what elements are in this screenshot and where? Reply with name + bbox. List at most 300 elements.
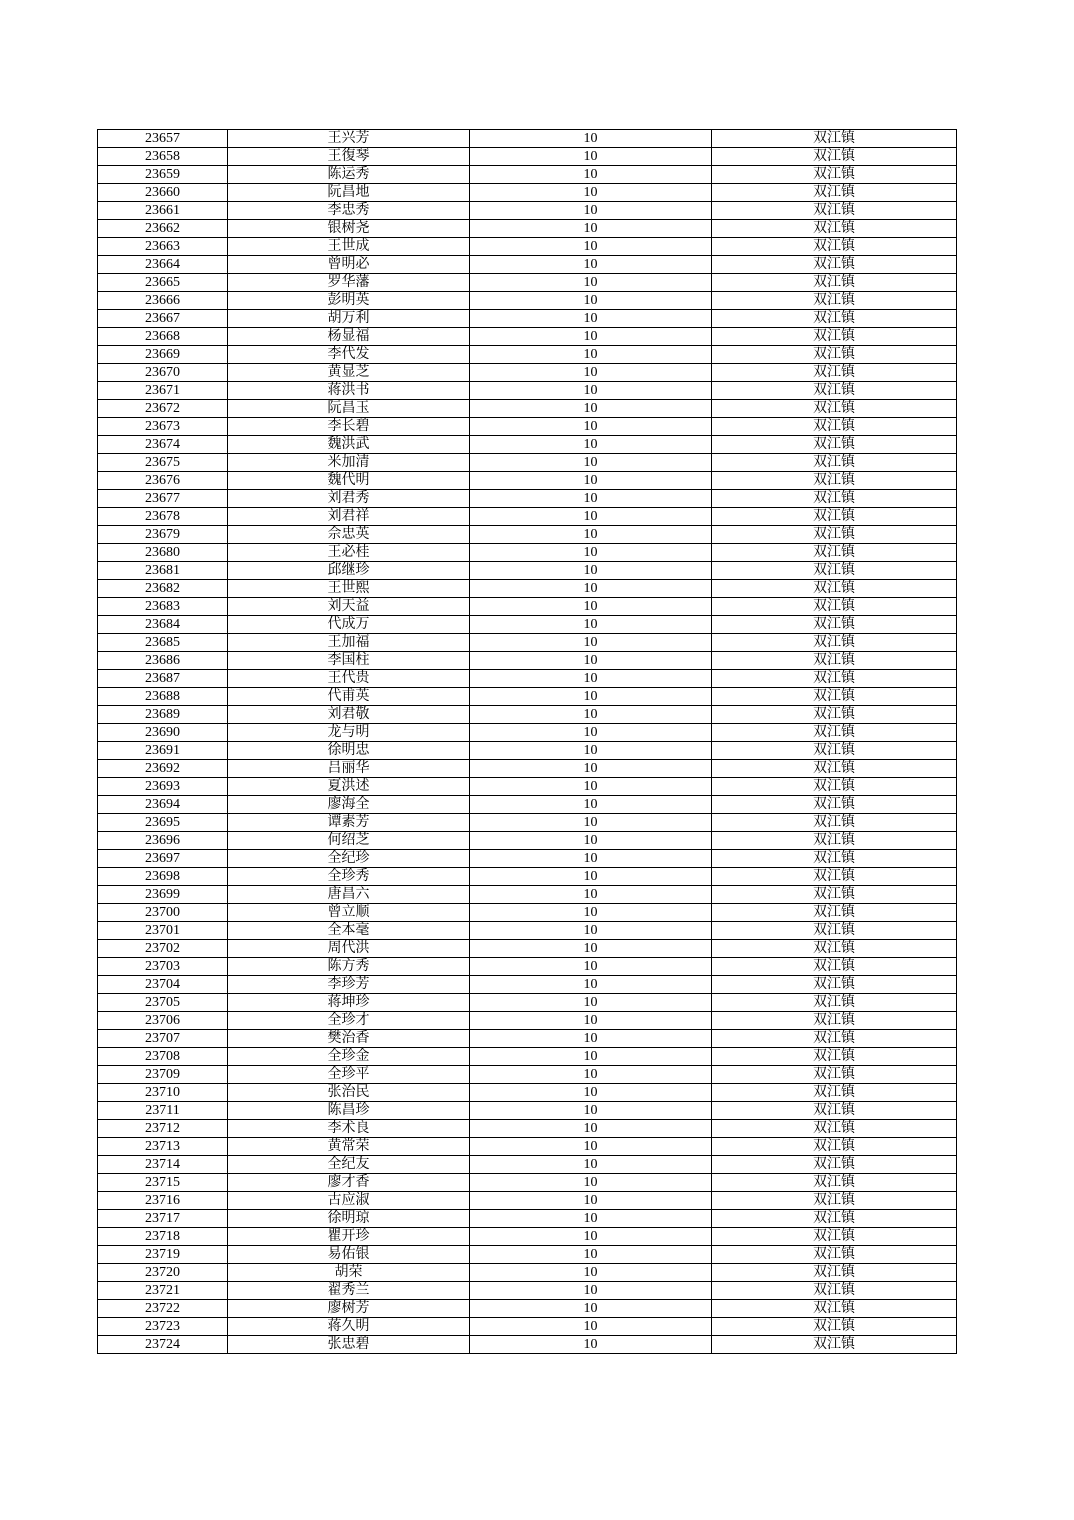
- amount-cell: 10: [470, 1138, 712, 1156]
- town-cell: 双江镇: [712, 436, 957, 454]
- name-cell: 廖树芳: [228, 1300, 470, 1318]
- table-row: [98, 1246, 957, 1264]
- name-cell: 王世熙: [228, 580, 470, 598]
- table-row: [98, 220, 957, 238]
- town-cell: 双江镇: [712, 850, 957, 868]
- amount-cell: 10: [470, 382, 712, 400]
- town-cell: 双江镇: [712, 958, 957, 976]
- table-row: [98, 328, 957, 346]
- row-id-cell: 23707: [98, 1030, 228, 1048]
- table-row: [98, 382, 957, 400]
- name-cell: 代成万: [228, 616, 470, 634]
- table-row: [98, 796, 957, 814]
- table-row: [98, 850, 957, 868]
- name-cell: 周代洪: [228, 940, 470, 958]
- table-row: [98, 1156, 957, 1174]
- amount-cell: 10: [470, 886, 712, 904]
- name-cell: 曾立顺: [228, 904, 470, 922]
- row-id-cell: 23724: [98, 1336, 228, 1354]
- table-row: [98, 1138, 957, 1156]
- row-id-cell: 23681: [98, 562, 228, 580]
- row-id-cell: 23708: [98, 1048, 228, 1066]
- row-id-cell: 23685: [98, 634, 228, 652]
- town-cell: 双江镇: [712, 256, 957, 274]
- name-cell: 李忠秀: [228, 202, 470, 220]
- name-cell: 刘君秀: [228, 490, 470, 508]
- town-cell: 双江镇: [712, 490, 957, 508]
- name-cell: 佘忠英: [228, 526, 470, 544]
- row-id-cell: 23705: [98, 994, 228, 1012]
- amount-cell: 10: [470, 778, 712, 796]
- name-cell: 陈运秀: [228, 166, 470, 184]
- name-cell: 米加清: [228, 454, 470, 472]
- town-cell: 双江镇: [712, 1246, 957, 1264]
- name-cell: 陈方秀: [228, 958, 470, 976]
- table-row: [98, 256, 957, 274]
- name-cell: 夏洪述: [228, 778, 470, 796]
- town-cell: 双江镇: [712, 382, 957, 400]
- table-row: [98, 634, 957, 652]
- town-cell: 双江镇: [712, 562, 957, 580]
- name-cell: 王加福: [228, 634, 470, 652]
- town-cell: 双江镇: [712, 274, 957, 292]
- town-cell: 双江镇: [712, 148, 957, 166]
- amount-cell: 10: [470, 670, 712, 688]
- name-cell: 李国柱: [228, 652, 470, 670]
- town-cell: 双江镇: [712, 814, 957, 832]
- name-cell: 李术良: [228, 1120, 470, 1138]
- name-cell: 蒋洪书: [228, 382, 470, 400]
- table-row: [98, 544, 957, 562]
- town-cell: 双江镇: [712, 1264, 957, 1282]
- town-cell: 双江镇: [712, 310, 957, 328]
- table-row: [98, 346, 957, 364]
- name-cell: 曾明必: [228, 256, 470, 274]
- amount-cell: 10: [470, 1192, 712, 1210]
- amount-cell: 10: [470, 742, 712, 760]
- amount-cell: 10: [470, 994, 712, 1012]
- town-cell: 双江镇: [712, 364, 957, 382]
- roster-table-body: [98, 130, 957, 1354]
- town-cell: 双江镇: [712, 940, 957, 958]
- amount-cell: 10: [470, 832, 712, 850]
- amount-cell: 10: [470, 1084, 712, 1102]
- table-row: [98, 886, 957, 904]
- name-cell: 古应淑: [228, 1192, 470, 1210]
- amount-cell: 10: [470, 418, 712, 436]
- name-cell: 瞿开珍: [228, 1228, 470, 1246]
- town-cell: 双江镇: [712, 166, 957, 184]
- amount-cell: 10: [470, 1300, 712, 1318]
- row-id-cell: 23715: [98, 1174, 228, 1192]
- name-cell: 彭明英: [228, 292, 470, 310]
- table-row: [98, 814, 957, 832]
- table-row: [98, 868, 957, 886]
- town-cell: 双江镇: [712, 688, 957, 706]
- row-id-cell: 23699: [98, 886, 228, 904]
- amount-cell: 10: [470, 292, 712, 310]
- town-cell: 双江镇: [712, 400, 957, 418]
- row-id-cell: 23675: [98, 454, 228, 472]
- table-row: [98, 562, 957, 580]
- row-id-cell: 23692: [98, 760, 228, 778]
- name-cell: 易佑银: [228, 1246, 470, 1264]
- amount-cell: 10: [470, 166, 712, 184]
- amount-cell: 10: [470, 1174, 712, 1192]
- table-row: [98, 238, 957, 256]
- amount-cell: 10: [470, 454, 712, 472]
- town-cell: 双江镇: [712, 1282, 957, 1300]
- town-cell: 双江镇: [712, 526, 957, 544]
- amount-cell: 10: [470, 364, 712, 382]
- name-cell: 刘君祥: [228, 508, 470, 526]
- town-cell: 双江镇: [712, 976, 957, 994]
- amount-cell: 10: [470, 472, 712, 490]
- amount-cell: 10: [470, 310, 712, 328]
- name-cell: 魏洪武: [228, 436, 470, 454]
- name-cell: 蒋坤珍: [228, 994, 470, 1012]
- amount-cell: 10: [470, 526, 712, 544]
- town-cell: 双江镇: [712, 1210, 957, 1228]
- table-row: [98, 706, 957, 724]
- amount-cell: 10: [470, 1012, 712, 1030]
- amount-cell: 10: [470, 904, 712, 922]
- town-cell: 双江镇: [712, 796, 957, 814]
- amount-cell: 10: [470, 976, 712, 994]
- table-row: [98, 1048, 957, 1066]
- name-cell: 黄显芝: [228, 364, 470, 382]
- amount-cell: 10: [470, 958, 712, 976]
- amount-cell: 10: [470, 1228, 712, 1246]
- town-cell: 双江镇: [712, 1030, 957, 1048]
- table-row: [98, 1318, 957, 1336]
- table-row: [98, 1282, 957, 1300]
- table-row: [98, 310, 957, 328]
- roster-sheet: [97, 129, 956, 1354]
- town-cell: 双江镇: [712, 1120, 957, 1138]
- name-cell: 李珍芳: [228, 976, 470, 994]
- table-row: [98, 1012, 957, 1030]
- amount-cell: 10: [470, 130, 712, 148]
- town-cell: 双江镇: [712, 706, 957, 724]
- row-id-cell: 23679: [98, 526, 228, 544]
- row-id-cell: 23658: [98, 148, 228, 166]
- table-row: [98, 508, 957, 526]
- row-id-cell: 23669: [98, 346, 228, 364]
- table-row: [98, 1120, 957, 1138]
- row-id-cell: 23723: [98, 1318, 228, 1336]
- row-id-cell: 23680: [98, 544, 228, 562]
- amount-cell: 10: [470, 490, 712, 508]
- town-cell: 双江镇: [712, 1300, 957, 1318]
- row-id-cell: 23701: [98, 922, 228, 940]
- amount-cell: 10: [470, 1264, 712, 1282]
- table-row: [98, 598, 957, 616]
- row-id-cell: 23717: [98, 1210, 228, 1228]
- row-id-cell: 23720: [98, 1264, 228, 1282]
- table-row: [98, 418, 957, 436]
- amount-cell: 10: [470, 148, 712, 166]
- row-id-cell: 23709: [98, 1066, 228, 1084]
- row-id-cell: 23712: [98, 1120, 228, 1138]
- row-id-cell: 23702: [98, 940, 228, 958]
- row-id-cell: 23722: [98, 1300, 228, 1318]
- name-cell: 廖才香: [228, 1174, 470, 1192]
- table-row: [98, 130, 957, 148]
- amount-cell: 10: [470, 598, 712, 616]
- name-cell: 胡万利: [228, 310, 470, 328]
- name-cell: 张治民: [228, 1084, 470, 1102]
- town-cell: 双江镇: [712, 760, 957, 778]
- name-cell: 徐明忠: [228, 742, 470, 760]
- row-id-cell: 23714: [98, 1156, 228, 1174]
- row-id-cell: 23661: [98, 202, 228, 220]
- amount-cell: 10: [470, 850, 712, 868]
- table-row: [98, 976, 957, 994]
- amount-cell: 10: [470, 508, 712, 526]
- name-cell: 张忠碧: [228, 1336, 470, 1354]
- row-id-cell: 23672: [98, 400, 228, 418]
- row-id-cell: 23716: [98, 1192, 228, 1210]
- table-row: [98, 1300, 957, 1318]
- town-cell: 双江镇: [712, 184, 957, 202]
- name-cell: 罗华藩: [228, 274, 470, 292]
- table-row: [98, 184, 957, 202]
- amount-cell: 10: [470, 1030, 712, 1048]
- town-cell: 双江镇: [712, 1084, 957, 1102]
- row-id-cell: 23670: [98, 364, 228, 382]
- table-row: [98, 400, 957, 418]
- amount-cell: 10: [470, 346, 712, 364]
- town-cell: 双江镇: [712, 346, 957, 364]
- table-row: [98, 1084, 957, 1102]
- table-row: [98, 760, 957, 778]
- name-cell: 黄常荣: [228, 1138, 470, 1156]
- town-cell: 双江镇: [712, 1318, 957, 1336]
- table-row: [98, 454, 957, 472]
- name-cell: 王復琴: [228, 148, 470, 166]
- amount-cell: 10: [470, 1246, 712, 1264]
- table-row: [98, 652, 957, 670]
- row-id-cell: 23700: [98, 904, 228, 922]
- row-id-cell: 23663: [98, 238, 228, 256]
- amount-cell: 10: [470, 814, 712, 832]
- table-row: [98, 688, 957, 706]
- row-id-cell: 23666: [98, 292, 228, 310]
- row-id-cell: 23673: [98, 418, 228, 436]
- table-row: [98, 1102, 957, 1120]
- table-row: [98, 940, 957, 958]
- table-row: [98, 490, 957, 508]
- row-id-cell: 23718: [98, 1228, 228, 1246]
- table-row: [98, 994, 957, 1012]
- town-cell: 双江镇: [712, 742, 957, 760]
- row-id-cell: 23691: [98, 742, 228, 760]
- town-cell: 双江镇: [712, 1048, 957, 1066]
- amount-cell: 10: [470, 652, 712, 670]
- name-cell: 胡荣: [228, 1264, 470, 1282]
- row-id-cell: 23697: [98, 850, 228, 868]
- row-id-cell: 23676: [98, 472, 228, 490]
- amount-cell: 10: [470, 616, 712, 634]
- table-row: [98, 292, 957, 310]
- table-row: [98, 1336, 957, 1354]
- town-cell: 双江镇: [712, 130, 957, 148]
- name-cell: 王世成: [228, 238, 470, 256]
- name-cell: 阮昌地: [228, 184, 470, 202]
- table-row: [98, 1174, 957, 1192]
- table-row: [98, 724, 957, 742]
- town-cell: 双江镇: [712, 472, 957, 490]
- row-id-cell: 23690: [98, 724, 228, 742]
- name-cell: 廖海全: [228, 796, 470, 814]
- row-id-cell: 23688: [98, 688, 228, 706]
- town-cell: 双江镇: [712, 328, 957, 346]
- table-row: [98, 1228, 957, 1246]
- name-cell: 何绍芝: [228, 832, 470, 850]
- name-cell: 全纪友: [228, 1156, 470, 1174]
- town-cell: 双江镇: [712, 832, 957, 850]
- town-cell: 双江镇: [712, 670, 957, 688]
- row-id-cell: 23696: [98, 832, 228, 850]
- town-cell: 双江镇: [712, 292, 957, 310]
- name-cell: 全珍才: [228, 1012, 470, 1030]
- town-cell: 双江镇: [712, 1156, 957, 1174]
- row-id-cell: 23706: [98, 1012, 228, 1030]
- table-row: [98, 1066, 957, 1084]
- amount-cell: 10: [470, 868, 712, 886]
- name-cell: 刘天益: [228, 598, 470, 616]
- amount-cell: 10: [470, 562, 712, 580]
- row-id-cell: 23721: [98, 1282, 228, 1300]
- row-id-cell: 23694: [98, 796, 228, 814]
- row-id-cell: 23703: [98, 958, 228, 976]
- row-id-cell: 23695: [98, 814, 228, 832]
- table-row: [98, 1264, 957, 1282]
- town-cell: 双江镇: [712, 1102, 957, 1120]
- amount-cell: 10: [470, 1066, 712, 1084]
- name-cell: 代甫英: [228, 688, 470, 706]
- amount-cell: 10: [470, 724, 712, 742]
- town-cell: 双江镇: [712, 544, 957, 562]
- row-id-cell: 23719: [98, 1246, 228, 1264]
- name-cell: 吕丽华: [228, 760, 470, 778]
- town-cell: 双江镇: [712, 418, 957, 436]
- table-row: [98, 148, 957, 166]
- name-cell: 邱继珍: [228, 562, 470, 580]
- town-cell: 双江镇: [712, 580, 957, 598]
- table-row: [98, 616, 957, 634]
- row-id-cell: 23664: [98, 256, 228, 274]
- table-row: [98, 166, 957, 184]
- name-cell: 银树尧: [228, 220, 470, 238]
- amount-cell: 10: [470, 184, 712, 202]
- amount-cell: 10: [470, 796, 712, 814]
- name-cell: 翟秀兰: [228, 1282, 470, 1300]
- amount-cell: 10: [470, 238, 712, 256]
- table-row: [98, 904, 957, 922]
- town-cell: 双江镇: [712, 634, 957, 652]
- table-row: [98, 922, 957, 940]
- row-id-cell: 23660: [98, 184, 228, 202]
- table-row: [98, 526, 957, 544]
- row-id-cell: 23667: [98, 310, 228, 328]
- row-id-cell: 23677: [98, 490, 228, 508]
- name-cell: 王必桂: [228, 544, 470, 562]
- town-cell: 双江镇: [712, 652, 957, 670]
- row-id-cell: 23662: [98, 220, 228, 238]
- name-cell: 龙与明: [228, 724, 470, 742]
- town-cell: 双江镇: [712, 1336, 957, 1354]
- town-cell: 双江镇: [712, 454, 957, 472]
- town-cell: 双江镇: [712, 868, 957, 886]
- table-row: [98, 778, 957, 796]
- town-cell: 双江镇: [712, 508, 957, 526]
- name-cell: 王代贵: [228, 670, 470, 688]
- amount-cell: 10: [470, 544, 712, 562]
- name-cell: 全纪珍: [228, 850, 470, 868]
- amount-cell: 10: [470, 1336, 712, 1354]
- town-cell: 双江镇: [712, 904, 957, 922]
- town-cell: 双江镇: [712, 598, 957, 616]
- name-cell: 樊治香: [228, 1030, 470, 1048]
- row-id-cell: 23657: [98, 130, 228, 148]
- name-cell: 杨显福: [228, 328, 470, 346]
- amount-cell: 10: [470, 706, 712, 724]
- name-cell: 唐昌六: [228, 886, 470, 904]
- town-cell: 双江镇: [712, 1192, 957, 1210]
- row-id-cell: 23693: [98, 778, 228, 796]
- name-cell: 蒋久明: [228, 1318, 470, 1336]
- row-id-cell: 23711: [98, 1102, 228, 1120]
- town-cell: 双江镇: [712, 724, 957, 742]
- name-cell: 陈昌珍: [228, 1102, 470, 1120]
- town-cell: 双江镇: [712, 1138, 957, 1156]
- row-id-cell: 23659: [98, 166, 228, 184]
- name-cell: 刘君敬: [228, 706, 470, 724]
- amount-cell: 10: [470, 580, 712, 598]
- table-row: [98, 1030, 957, 1048]
- table-row: [98, 670, 957, 688]
- name-cell: 李长碧: [228, 418, 470, 436]
- town-cell: 双江镇: [712, 238, 957, 256]
- town-cell: 双江镇: [712, 922, 957, 940]
- amount-cell: 10: [470, 1120, 712, 1138]
- row-id-cell: 23668: [98, 328, 228, 346]
- amount-cell: 10: [470, 1282, 712, 1300]
- town-cell: 双江镇: [712, 1066, 957, 1084]
- amount-cell: 10: [470, 922, 712, 940]
- table-row: [98, 1210, 957, 1228]
- table-row: [98, 1192, 957, 1210]
- row-id-cell: 23710: [98, 1084, 228, 1102]
- table-row: [98, 472, 957, 490]
- town-cell: 双江镇: [712, 778, 957, 796]
- name-cell: 魏代明: [228, 472, 470, 490]
- row-id-cell: 23713: [98, 1138, 228, 1156]
- table-row: [98, 274, 957, 292]
- table-row: [98, 364, 957, 382]
- table-row: [98, 832, 957, 850]
- amount-cell: 10: [470, 1156, 712, 1174]
- row-id-cell: 23684: [98, 616, 228, 634]
- row-id-cell: 23665: [98, 274, 228, 292]
- town-cell: 双江镇: [712, 220, 957, 238]
- roster-table: [97, 129, 957, 1354]
- row-id-cell: 23671: [98, 382, 228, 400]
- row-id-cell: 23689: [98, 706, 228, 724]
- table-row: [98, 742, 957, 760]
